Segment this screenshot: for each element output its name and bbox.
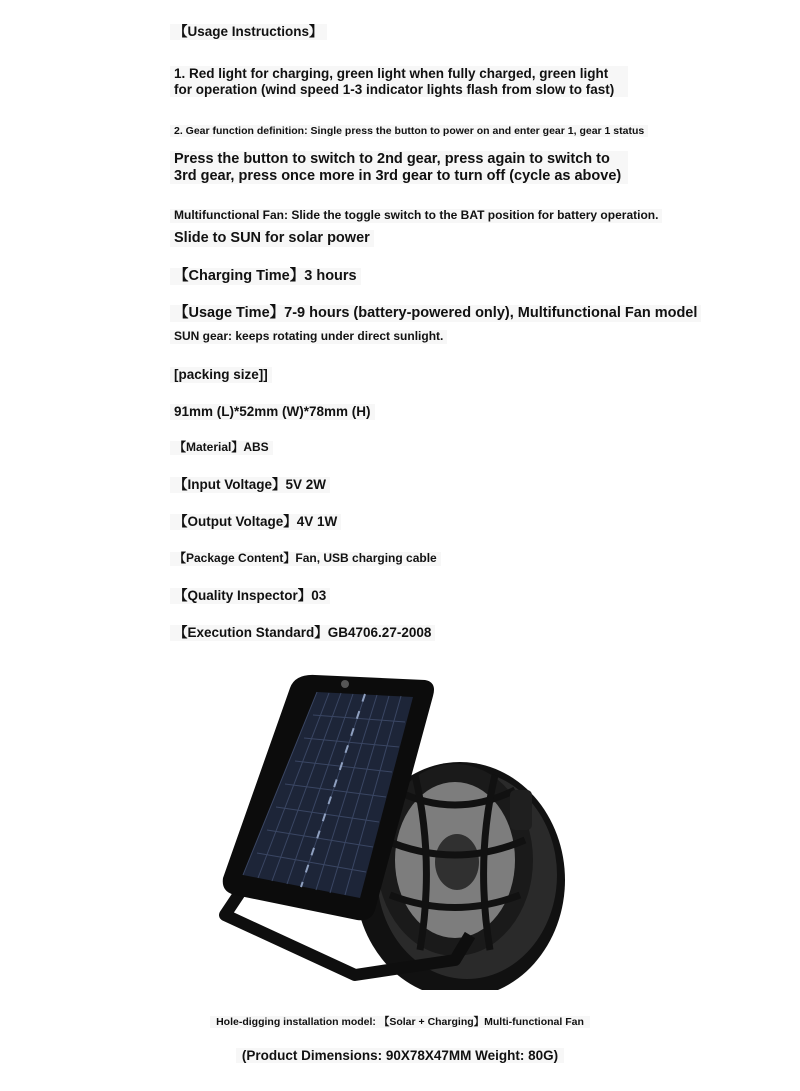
product-caption-text: Hole-digging installation model: 【Solar + Charging】Multi-functional Fan: [210, 1016, 590, 1028]
fan-hub: [435, 834, 479, 890]
output-voltage: 【Output Voltage】4V 1W: [170, 514, 341, 530]
solar-power-note: Slide to SUN for solar power: [170, 230, 374, 247]
execution-standard: 【Execution Standard】GB4706.27-2008: [170, 625, 435, 641]
panel-screw: [341, 680, 349, 688]
instruction-2: 2. Gear function definition: Single press the button to power on and enter gear 1, gear 1 status: [170, 125, 648, 137]
product-caption: [0, 1014, 800, 1029]
fan-switch: [510, 790, 532, 830]
package-content: 【Package Content】Fan, USB charging cable: [170, 552, 441, 566]
solar-fan-image: [205, 670, 575, 990]
packing-size: 91mm (L)*52mm (W)*78mm (H): [170, 404, 375, 420]
packing-size-label: [packing size]]: [170, 367, 272, 383]
charging-time: 【Charging Time】3 hours: [170, 268, 361, 285]
product-dimensions: [0, 1048, 800, 1063]
multifunctional-fan-note: Multifunctional Fan: Slide the toggle switch to the BAT position for battery operation.: [170, 209, 662, 223]
sun-gear-note: SUN gear: keeps rotating under direct sunlight.: [170, 330, 447, 344]
solar-fan-illustration: [205, 670, 575, 990]
usage-heading: 【Usage Instructions】: [170, 24, 327, 40]
product-dimensions-text: (Product Dimensions: 90X78X47MM Weight: 80G): [236, 1048, 564, 1063]
material: 【Material】ABS: [170, 441, 273, 455]
instruction-1: 1. Red light for charging, green light when fully charged, green light for operation (wind speed 1-3 indicator lights flash from slow to fast): [170, 66, 628, 97]
quality-inspector: 【Quality Inspector】03: [170, 588, 330, 604]
instruction-2-continued: Press the button to switch to 2nd gear, press again to switch to 3rd gear, press once more in 3rd gear to turn off (cycle as above): [170, 151, 628, 184]
input-voltage: 【Input Voltage】5V 2W: [170, 477, 330, 493]
usage-time: 【Usage Time】7-9 hours (battery-powered only), Multifunctional Fan model: [170, 305, 701, 322]
